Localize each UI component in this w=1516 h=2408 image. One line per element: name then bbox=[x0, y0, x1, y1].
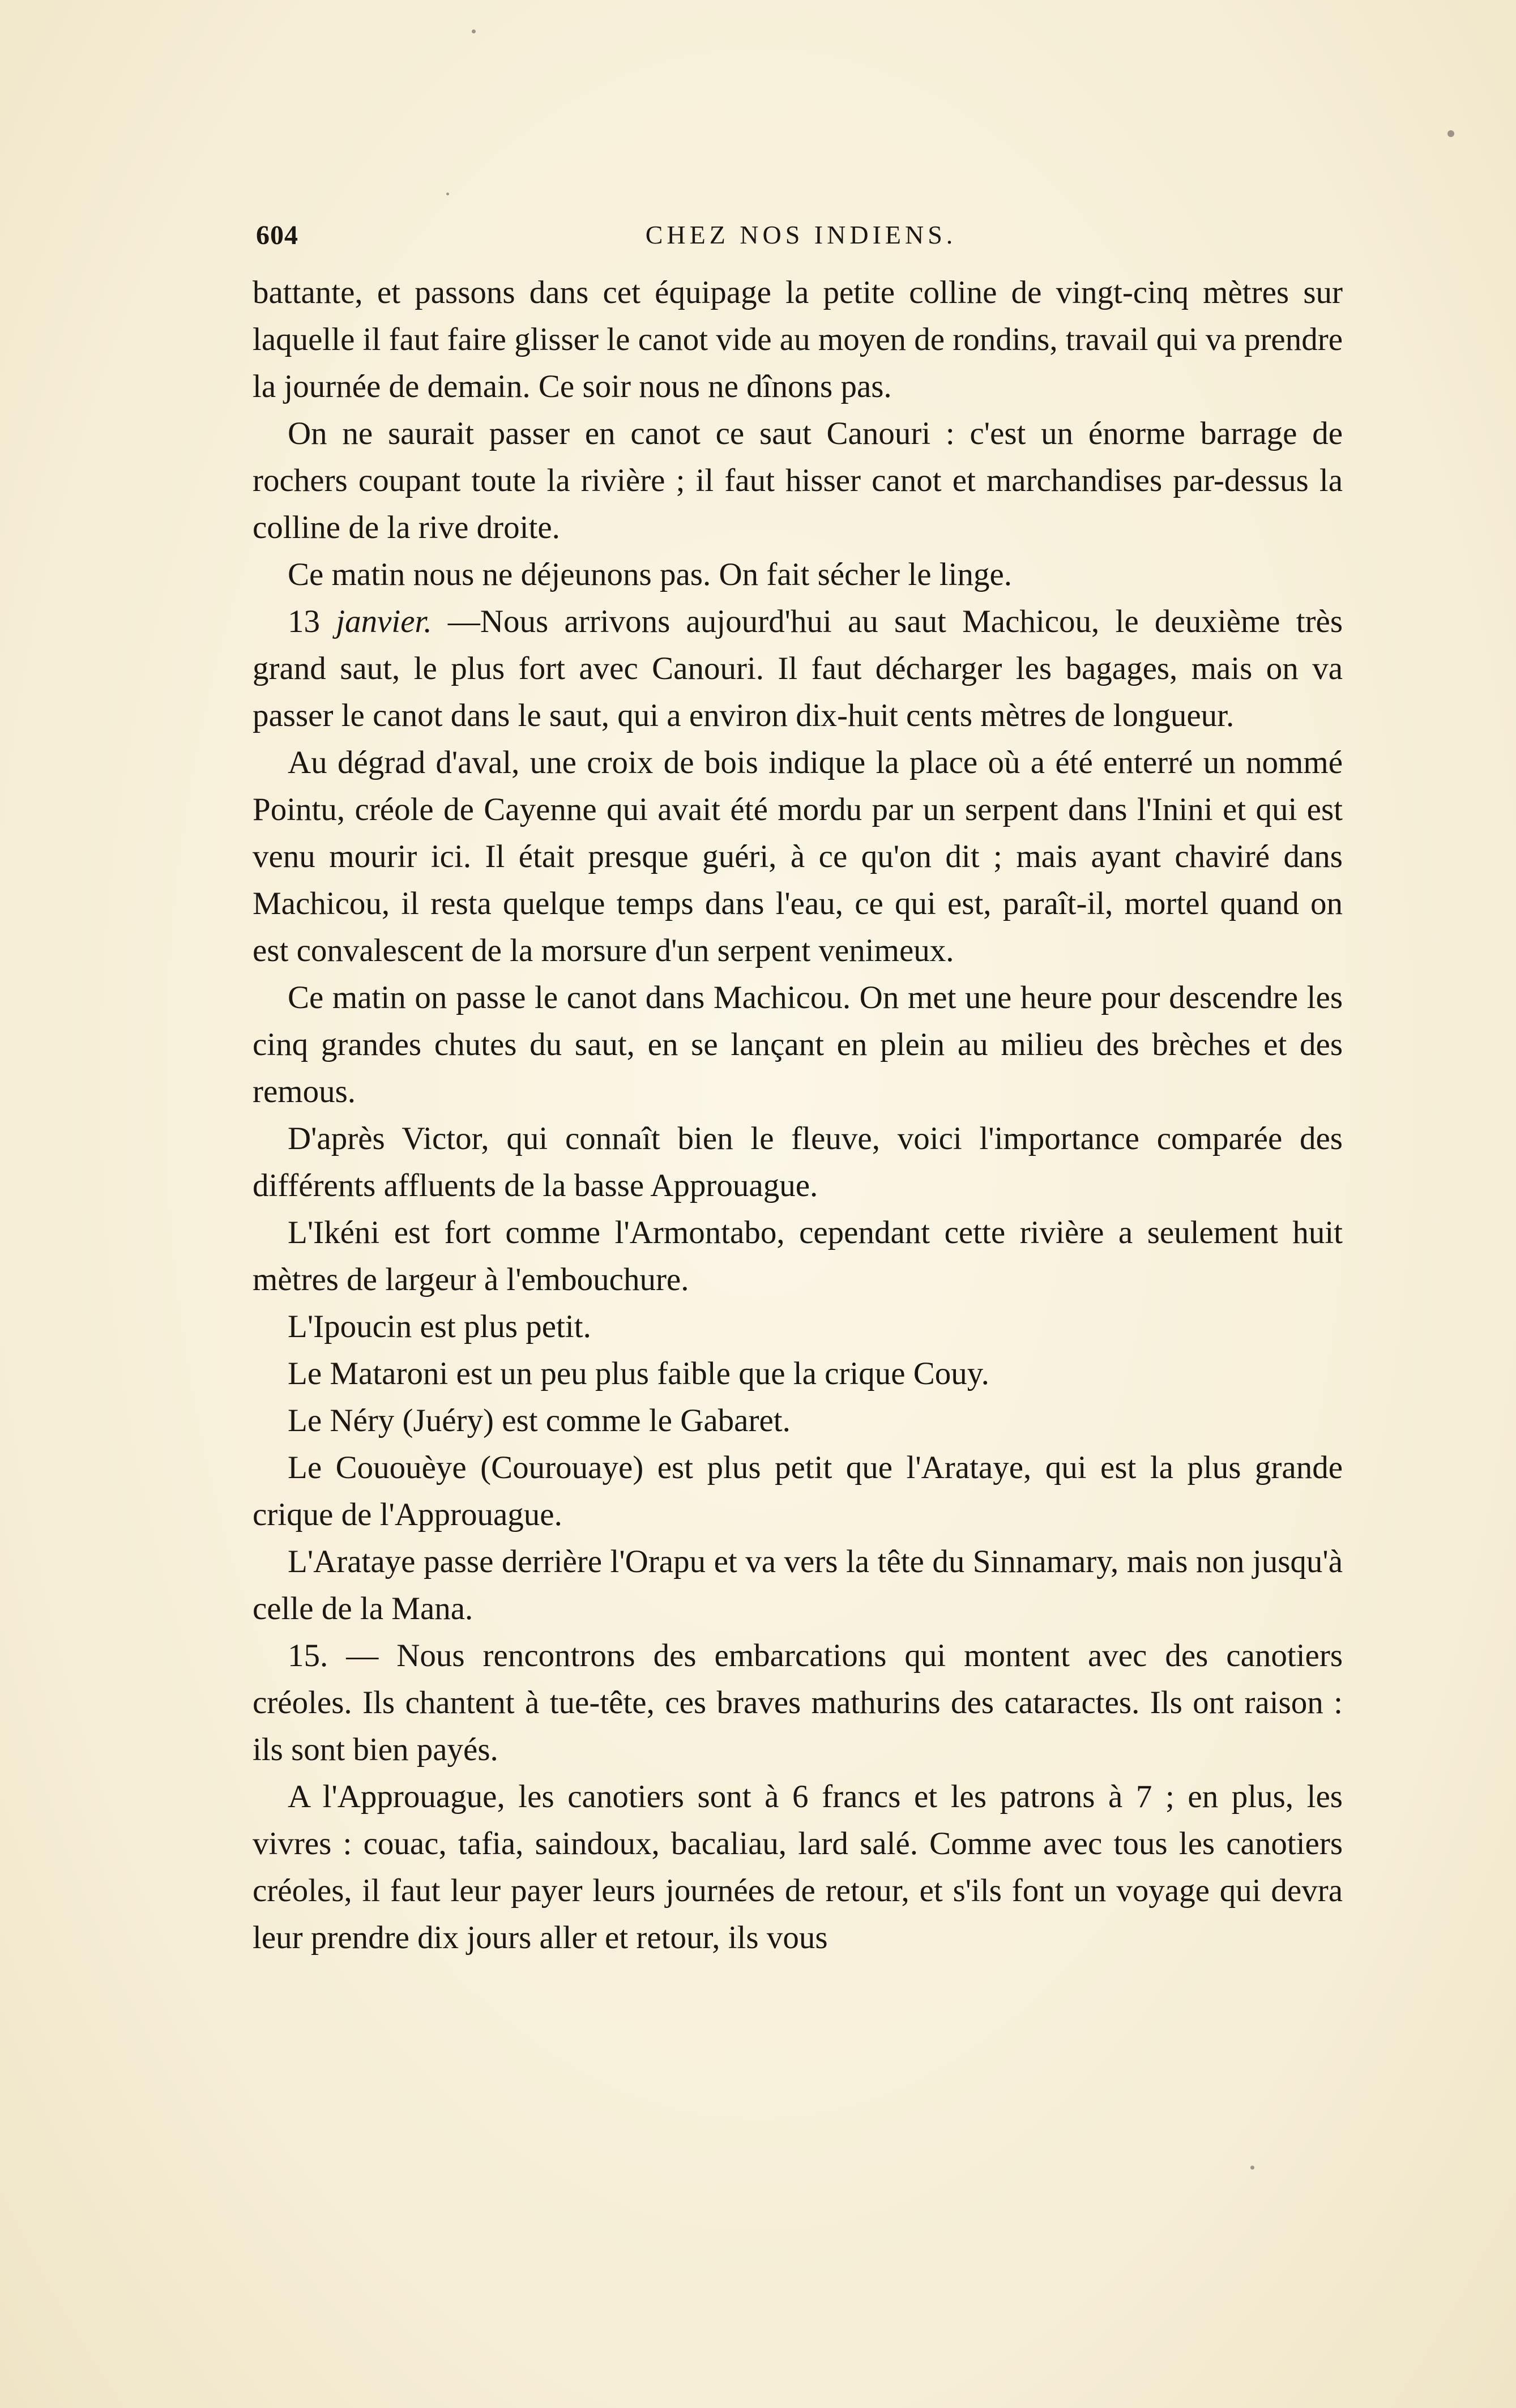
date-15: 15. bbox=[288, 1638, 328, 1673]
paragraph-7: D'après Victor, qui connaît bien le fleuve, voici l'importance comparée des différents affluents de la basse Approuague. bbox=[253, 1121, 1343, 1203]
paragraph-4 bbox=[253, 598, 1343, 739]
paragraph-6: Ce matin on passe le canot dans Machicou. On met une heure pour descendre les cinq grandes chutes du saut, en se lançant en plein au milieu des brèches et des remous. bbox=[253, 980, 1343, 1109]
date-dash: — bbox=[447, 604, 480, 639]
date-13: 13 bbox=[288, 604, 320, 639]
paragraph-9: L'Ipoucin est plus petit. bbox=[288, 1309, 591, 1344]
speck-top bbox=[472, 29, 476, 33]
paragraph-10: Le Mataroni est un peu plus faible que la crique Couy. bbox=[288, 1356, 989, 1391]
paragraph-14 bbox=[253, 1632, 1343, 1773]
paragraph-8: L'Ikéni est fort comme l'Armontabo, cependant cette rivière a seulement huit mètres de largeur à l'embouchure. bbox=[253, 1215, 1343, 1297]
paragraph-3: Ce matin nous ne déjeunons pas. On fait sécher le linge. bbox=[288, 557, 1012, 592]
paragraph-2: On ne saurait passer en canot ce saut Canouri : c'est un énorme barrage de rochers coupant toute la rivière ; il faut hisser canot et marchandises par-dessus la colline de la rive droite. bbox=[253, 416, 1343, 545]
speck-right bbox=[1447, 130, 1454, 137]
paragraph-5: Au dégrad d'aval, une croix de bois indique la place où a été enterré un nommé Pointu, créole de Cayenne qui avait été mordu par un serpent dans l'Inini et qui est venu mourir ici. Il était presque guéri, à ce qu'on dit ; mais ayant chaviré dans Machicou, il resta quelque temps dans l'eau, ce qui est, paraît-il, mortel quand on est convalescent de la morsure d'un serpent venimeux. bbox=[253, 745, 1343, 968]
paragraph-4-text: Nous arrivons aujourd'hui au saut Machicou, le deuxième très grand saut, le plus fort avec Canouri. Il faut décharger les bagages, mais on va passer le canot dans le saut, qui a environ dix-huit cents mètres de longueur. bbox=[253, 604, 1343, 733]
paragraph-15: A l'Approuague, les canotiers sont à 6 francs et les patrons à 7 ; en plus, les vivres : couac, tafia, saindoux, bacaliau, lard salé. Comme avec tous les canotiers créoles, il faut leur payer leurs journées de retour, et s'ils font un voyage qui devra leur prendre dix jours aller et retour, ils vous bbox=[253, 1779, 1343, 1956]
date-dash-2: — bbox=[346, 1638, 379, 1673]
running-title: CHEZ NOS INDIENS. bbox=[645, 220, 957, 249]
paragraph-1: battante, et passons dans cet équipage la petite colline de vingt-cinq mètres sur laquelle il faut faire glisser le canot vide au moyen de rondins, travail qui va prendre la journée de demain. Ce soir nous ne dînons pas. bbox=[253, 275, 1343, 404]
paragraph-13: L'Arataye passe derrière l'Orapu et va vers la tête du Sinnamary, mais non jusqu'à celle de la Mana. bbox=[253, 1544, 1343, 1626]
speck-low bbox=[1250, 2166, 1254, 2170]
paragraph-14-text: Nous rencontrons des embarcations qui montent avec des canotiers créoles. Ils chantent à tue-tête, ces braves mathurins des cataractes. Ils ont raison : ils sont bien payés. bbox=[253, 1638, 1343, 1767]
page-number: 604 bbox=[256, 220, 298, 250]
paragraph-12: Le Cououèye (Courouaye) est plus petit que l'Arataye, qui est la plus grande crique de l'Approuague. bbox=[253, 1450, 1343, 1532]
page-header bbox=[256, 220, 1346, 259]
date-january: janvier. bbox=[336, 604, 432, 639]
body-text bbox=[253, 269, 1343, 1961]
paragraph-11: Le Néry (Juéry) est comme le Gabaret. bbox=[288, 1403, 791, 1438]
speck-mid bbox=[446, 193, 449, 195]
